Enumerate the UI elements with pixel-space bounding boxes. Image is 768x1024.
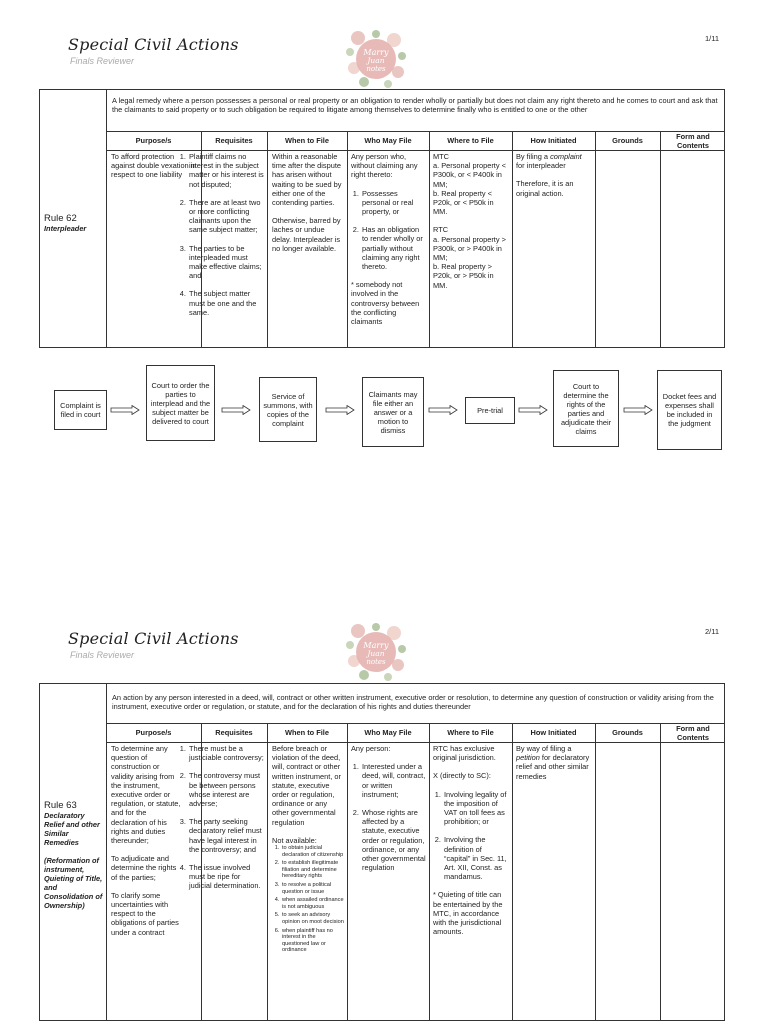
rule63-aside: (Reformation of instrument, Quieting of Title, and Consolidation of Ownership) — [44, 856, 103, 910]
rule63-purpose: To determine any question of construction or validity arising from the instrument, executive order or regulation, or statute, and for the declaration of his rights and duties thereunder; To adjudicate and determine the rights of the parties; To clarify some uncertainties with respect to the obligations of parties under a contract — [111, 744, 181, 937]
svg-text:Marry: Marry — [363, 641, 389, 650]
flow-arrow-2 — [221, 405, 251, 415]
rule63-who-may-file: Any person: 1. Interested under a deed, will, contract, or written instrument; 2. Whose rights are affected by a statute, executive order or regulation, ordinance, or any other governmental regulation — [351, 744, 426, 881]
rule62-how-initiated: By filing a complaint for interpleader Therefore, it is an original action. — [516, 152, 582, 198]
header-when-to-file: When to File — [285, 728, 329, 737]
rule63-requisites: 1. There must be a justiciable controversy; 2. The controversy must be between persons whose interest are adverse; 3. The party seeking declaratory relief must have legal interest in the controversy; and 4. The issue involved must be ripe for judicial determination. — [178, 744, 264, 900]
rule63-when-to-file: Before breach or violation of the deed, will, contract or other written instrument, or statute, executive order or regulation, ordinance or any other governmental regulation Not available: 1. to obtain judicial declaration of citizenship 2. to establish illegitimate filiation and determine hereditary rights 3. to resolve a political question or issue 4. when assailed ordinance is not ambiguous 5. to seek an advisory opinion on moot decision 6. when plaintiff has no interest in the questioned law or ordinance — [272, 744, 344, 956]
flow-step-6: Court to determine the rights of the parties and adjudicate their claims — [553, 370, 619, 447]
flow-step-5: Pre-trial — [465, 397, 515, 424]
flow-step-1: Complaint is filed in court — [54, 390, 107, 430]
marry-juan-notes-logo — [344, 28, 408, 90]
rule62-purpose: To afford protection against double vexation in respect to one liability — [111, 152, 197, 180]
page2-title: Special Civil Actions — [68, 629, 239, 648]
rule63-how-initiated: By way of filing a petition for declaratory relief and other similar remedies — [516, 744, 590, 781]
flow-arrow-3 — [325, 405, 355, 415]
rule62-label: Rule 62 — [44, 213, 77, 224]
page2-number: 2/11 — [705, 627, 720, 636]
header-requisites: Requisites — [215, 136, 253, 145]
rule62-where-to-file: MTC a. Personal property < P300k, or < P400k in MM; b. Real property < P20k, or < P50k in MM. RTC a. Personal property > P300k, or > P400k in MM; b. Real property > P20k, or > P50k in MM. — [433, 152, 506, 290]
flow-step-7: Docket fees and expenses shall be included in the judgment — [657, 370, 722, 450]
header-where-to-file: Where to File — [447, 728, 494, 737]
header-how-initiated: How Initiated — [530, 728, 577, 737]
header-purpose: Purpose/s — [135, 728, 172, 737]
svg-text:notes: notes — [366, 65, 386, 73]
svg-text:Juan: Juan — [367, 56, 385, 65]
flow-arrow-5 — [518, 405, 548, 415]
page1-title: Special Civil Actions — [68, 35, 239, 54]
flow-step-2: Court to order the parties to interplead and the subject matter be delivered to court — [146, 365, 215, 441]
flow-arrow-1 — [110, 405, 140, 415]
header-where-to-file: Where to File — [447, 136, 494, 145]
rule62-requisites: 1. Plaintiff claims no interest in the subject matter or his interest is not disputed; 2. There are at least two or more conflicting claimants upon the same subject matter; 3. The parties to be interpleaded must make effective claims; and 4. The subject matter must be one and the same. — [178, 152, 264, 326]
rule62-name: Interpleader — [44, 224, 87, 233]
flow-step-3: Service of summons, with copies of the complaint — [259, 377, 317, 442]
page2-subtitle: Finals Reviewer — [70, 650, 135, 660]
flow-arrow-4 — [428, 405, 458, 415]
rule62-definition: A legal remedy where a person possesses a personal or real property or an obligation to render wholly or partially but does not claim any right thereto and he comes to court and ask that the claimants to said property or to such obligation be required to litigate among themselves to determine finally who is entitled to one or the other — [112, 96, 718, 115]
rule62-when-to-file: Within a reasonable time after the dispute has arisen without waiting to be sued by either one of the contending parties. Otherwise, barred by laches or undue delay. Interpleader is no longer available. — [272, 152, 342, 253]
header-who-may-file: Who May File — [364, 136, 412, 145]
page1-number: 1/11 — [705, 34, 720, 43]
header-form-contents: Form and Contents — [676, 132, 710, 150]
rule63-table — [39, 683, 725, 1021]
rule63-name: Declaratory Relief and other Similar Remedies — [44, 811, 100, 847]
marry-juan-notes-logo — [344, 621, 408, 683]
header-grounds: Grounds — [612, 728, 643, 737]
header-when-to-file: When to File — [285, 136, 329, 145]
rule63-definition: An action by any person interested in a deed, will, contract or other written instrument, executive order or resolution, to determine any question of construction or validity arising from the instrument, executive order or regulation, or statute, and for the declaration of his rights and duties thereunder — [112, 693, 714, 712]
rule63-label: Rule 63 — [44, 800, 77, 811]
rule62-table — [39, 89, 725, 348]
flow-step-4: Claimants may file either an answer or a motion to dismiss — [362, 377, 424, 447]
svg-text:notes: notes — [366, 658, 386, 666]
page1-subtitle: Finals Reviewer — [70, 56, 135, 66]
header-purpose: Purpose/s — [135, 136, 172, 145]
rule63-where-to-file: RTC has exclusive original jurisdiction. X (directly to SC): 1. Involving legality of the imposition of VAT on toll fees as prohibition; or 2. Involving the definition of “capital” in Sec. 11, Art. XII, Const. as mandamus. * Quieting of title can be entertained by the MTC, in accordance with the jurisdictional amounts. — [433, 744, 510, 936]
flow-arrow-6 — [623, 405, 653, 415]
svg-text:Juan: Juan — [367, 649, 385, 658]
header-form-contents: Form and Contents — [676, 724, 710, 742]
rule62-who-may-file: Any person who, without claiming any right thereto: 1. Possesses personal or real property, or 2. Has an obligation to render wholly or partially without claiming any right thereto. * somebody not involved in the controversy between the conflicting claimants — [351, 152, 426, 326]
header-who-may-file: Who May File — [364, 728, 412, 737]
logo-text: Marry — [363, 48, 389, 57]
header-how-initiated: How Initiated — [530, 136, 577, 145]
header-grounds: Grounds — [612, 136, 643, 145]
header-requisites: Requisites — [215, 728, 253, 737]
